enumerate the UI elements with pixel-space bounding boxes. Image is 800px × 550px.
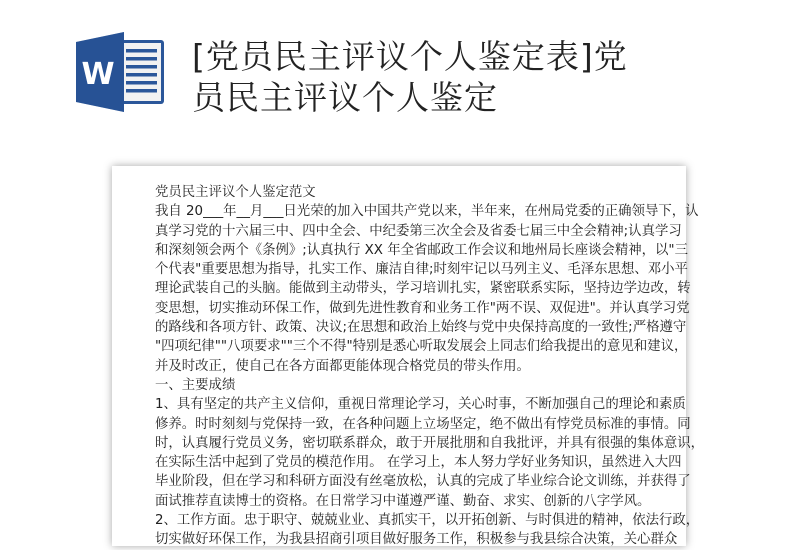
document-line: 的路线和各项方针、政策、决议;在思想和政治上始终与党中央保持高度的一致性;严格遵守 [155, 320, 687, 336]
document-line: 修养。时时刻刻与党保持一致，在各种问题上立场坚定，绝不做出有悖党员标准的事情。同 [155, 416, 691, 432]
document-line: 1、具有坚定的共产主义信仰，重视日常理论学习，关心时事，不断加强自己的理论和素质 [155, 397, 686, 413]
document-line: 理论武装自己的头脑。能做到主动带头，学习培训扎实，紧密联系实际，坚持边学边改，转 [155, 281, 691, 297]
page-title [192, 36, 752, 118]
document-line: 变思想，切实推动环保工作，做到先进性教育和业务工作"两不误、双促进"。并认真学习党 [155, 300, 690, 316]
document-line: 在实际生活中起到了党员的模范作用。 在学习上，本人努力学好业务知识，虽然进入大四 [155, 455, 682, 471]
document-body [155, 183, 705, 550]
document-line: 我自 20___年__月___日光荣的加入中国共产党以来，半年来，在州局党委的正确领导下，认 [155, 204, 699, 220]
document-line: "四项纪律""八项要求""三个不得"特别是悉心听取发展会上同志们给我提出的意见和建议， [155, 339, 688, 355]
document-line: 毕业阶段，但在学习和科研方面没有丝毫放松，认真的完成了毕业综合论文训练，并获得了 [155, 474, 691, 490]
title-line: [党员民主评议个人鉴定表]党 [192, 37, 628, 76]
document-heading: 党员民主评议个人鉴定范文 [155, 185, 316, 200]
word-document-icon [76, 32, 164, 112]
document-line: 2、工作方面。忠于职守、兢兢业业、真抓实干，以开拓创新、与时俱进的精神，依法行政， [155, 513, 700, 529]
document-line: 切实做好环保工作，为我县招商引项目做好服务工作，积极参与我县综合决策，关心群众 [155, 532, 678, 548]
document-preview [112, 166, 705, 548]
document-line: 个代表"重要思想为指导，扎实工作、廉洁自律;时刻牢记以马列主义、毛泽东思想、邓小平 [155, 262, 688, 278]
title-line: 员民主评议个人鉴定 [192, 78, 498, 117]
document-line: 和深刻领会两个《条例》;认真执行 XX 年全省邮政工作会议和地州局长座谈会精神，以"三 [155, 242, 688, 258]
document-line: 并及时改正，使自己在各方面都更能体现合格党员的带头作用。 [155, 358, 530, 374]
svg-text:W: W [81, 57, 115, 92]
document-line: 真学习党的十六届三中、四中全会、中纪委第三次全会及省委七届三中全会精神;认真学习 [155, 223, 682, 239]
document-line: 面试推荐直读博士的资格。在日常学习中谨遵严谨、勤奋、求实、创新的八字学风。 [155, 493, 651, 509]
document-line: 时，认真履行党员义务，密切联系群众，敢于开展批朋和自我批评，并具有很强的集体意识， [155, 435, 705, 451]
document-line: 一、主要成绩 [155, 377, 236, 393]
